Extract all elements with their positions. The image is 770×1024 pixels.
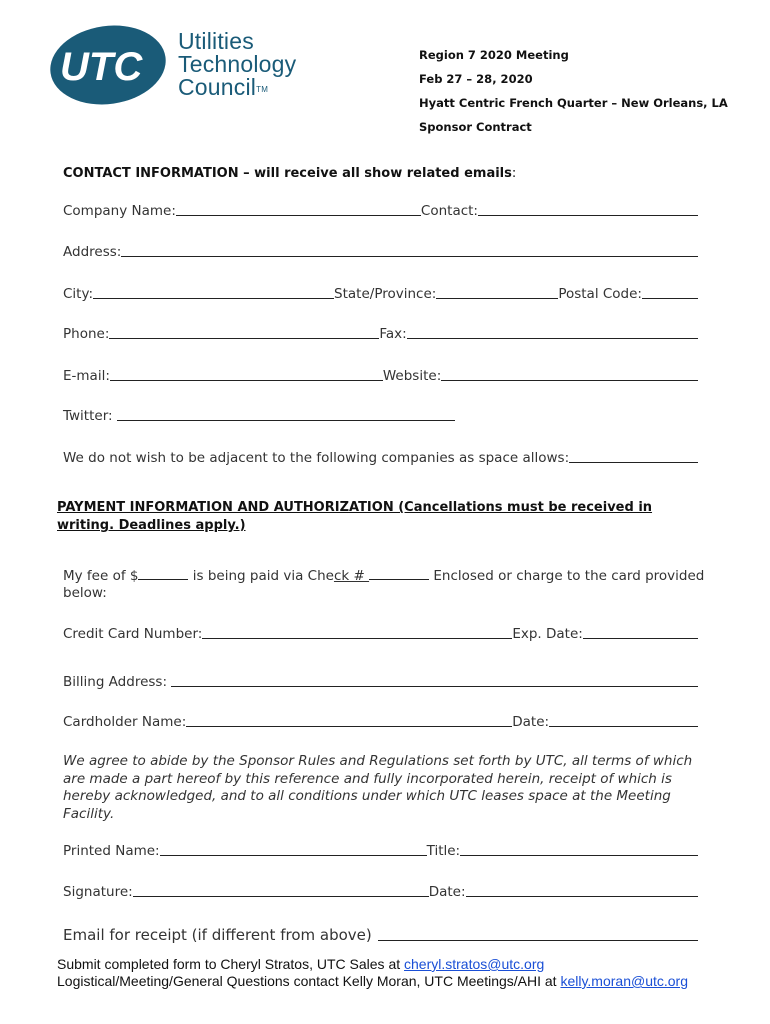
row-signature bbox=[63, 880, 698, 900]
exp-field[interactable] bbox=[583, 638, 698, 639]
holder-label: Cardholder Name: bbox=[63, 714, 187, 730]
fee-statement: My fee of $ is being paid via Check # Enclosed or charge to the card provided below: bbox=[63, 565, 713, 602]
row-email bbox=[63, 364, 698, 384]
footer-line-1: Submit completed form to Cheryl Stratos, UTC Sales at bbox=[57, 956, 405, 972]
logo-line-1: Utilities bbox=[178, 28, 254, 54]
event-dates: Feb 27 – 28, 2020 bbox=[419, 72, 533, 86]
holder-date-label: Date: bbox=[512, 714, 550, 730]
website-label: Website: bbox=[382, 368, 442, 384]
meetings-email-link[interactable]: kelly.moran@utc.org bbox=[560, 973, 689, 989]
twitter-field[interactable] bbox=[117, 420, 455, 421]
sign-date-field[interactable] bbox=[466, 896, 698, 897]
title-field[interactable] bbox=[460, 855, 698, 856]
card-label: Credit Card Number: bbox=[63, 626, 203, 642]
fax-label: Fax: bbox=[379, 326, 407, 342]
phone-field[interactable] bbox=[109, 338, 379, 339]
logo-line-2: Technology bbox=[178, 51, 297, 77]
signature-label: Signature: bbox=[63, 884, 133, 900]
sales-email-link[interactable]: cheryl.stratos@utc.org bbox=[404, 956, 545, 972]
card-field[interactable] bbox=[202, 638, 512, 639]
phone-label: Phone: bbox=[63, 326, 110, 342]
event-doc-type: Sponsor Contract bbox=[419, 120, 532, 134]
event-venue: Hyatt Centric French Quarter – New Orleans, LA bbox=[419, 96, 728, 110]
postal-label: Postal Code: bbox=[558, 286, 642, 302]
printed-field[interactable] bbox=[160, 855, 427, 856]
row-phone bbox=[63, 322, 698, 342]
trademark: TM bbox=[256, 85, 269, 94]
website-field[interactable] bbox=[441, 380, 698, 381]
payment-section-title: PAYMENT INFORMATION AND AUTHORIZATION (Cancellations must be received in writing. Deadlines apply.) bbox=[57, 500, 653, 533]
receipt-field[interactable] bbox=[378, 940, 698, 941]
contact-field[interactable] bbox=[478, 215, 698, 216]
logo-wordmark bbox=[178, 30, 296, 99]
logo-mark: UTC bbox=[60, 45, 143, 89]
state-field[interactable] bbox=[436, 298, 558, 299]
footer-line-2: Logistical/Meeting/General Questions contact Kelly Moran, UTC Meetings/AHI at bbox=[57, 973, 561, 989]
row-city bbox=[63, 282, 698, 302]
row-twitter bbox=[63, 404, 455, 424]
holder-date-field[interactable] bbox=[549, 726, 698, 727]
email-field[interactable] bbox=[110, 380, 383, 381]
event-info bbox=[419, 46, 728, 142]
agreement-text: We agree to abide by the Sponsor Rules and Regulations set forth by UTC, all terms of which are made a part hereof by this reference and fully incorporated herein, receipt of which is hereby acknowledged, and to all conditions under which UTC leases space at the Meeting Facility. bbox=[63, 753, 693, 822]
address-field[interactable] bbox=[121, 256, 698, 257]
row-adjacent bbox=[63, 446, 698, 466]
row-receipt bbox=[63, 926, 698, 944]
contact-section-title: CONTACT INFORMATION – will receive all show related emails: bbox=[63, 166, 517, 181]
logo-line-3: Council™ bbox=[178, 74, 269, 100]
postal-field[interactable] bbox=[642, 298, 698, 299]
row-billing bbox=[63, 670, 698, 690]
printed-label: Printed Name: bbox=[63, 843, 160, 859]
address-label: Address: bbox=[63, 244, 122, 260]
billing-label: Billing Address: bbox=[63, 674, 172, 690]
contact-label: Contact: bbox=[420, 203, 478, 219]
company-label: Company Name: bbox=[63, 203, 176, 219]
receipt-label: Email for receipt (if different from above) bbox=[63, 926, 372, 944]
exp-label: Exp. Date: bbox=[512, 626, 583, 642]
city-label: City: bbox=[63, 286, 94, 302]
signature-field[interactable] bbox=[133, 896, 429, 897]
adjacent-label: We do not wish to be adjacent to the following companies as space allows: bbox=[63, 450, 570, 466]
adjacent-field[interactable] bbox=[569, 462, 698, 463]
twitter-label: Twitter: bbox=[63, 408, 117, 424]
company-field[interactable] bbox=[176, 215, 421, 216]
email-label: E-mail: bbox=[63, 368, 110, 384]
title-label: Title: bbox=[426, 843, 461, 859]
footer bbox=[57, 956, 688, 990]
billing-field[interactable] bbox=[171, 686, 698, 687]
city-field[interactable] bbox=[93, 298, 334, 299]
row-printed bbox=[63, 839, 698, 859]
fax-field[interactable] bbox=[407, 338, 698, 339]
check-number-field[interactable] bbox=[369, 565, 429, 580]
holder-field[interactable] bbox=[186, 726, 512, 727]
row-address bbox=[63, 240, 698, 260]
row-company bbox=[63, 199, 698, 219]
fee-amount-field[interactable] bbox=[138, 565, 188, 580]
sign-date-label: Date: bbox=[428, 884, 466, 900]
event-region: Region 7 2020 Meeting bbox=[419, 48, 569, 62]
row-card bbox=[63, 622, 698, 642]
row-holder bbox=[63, 710, 698, 730]
state-label: State/Province: bbox=[334, 286, 437, 302]
